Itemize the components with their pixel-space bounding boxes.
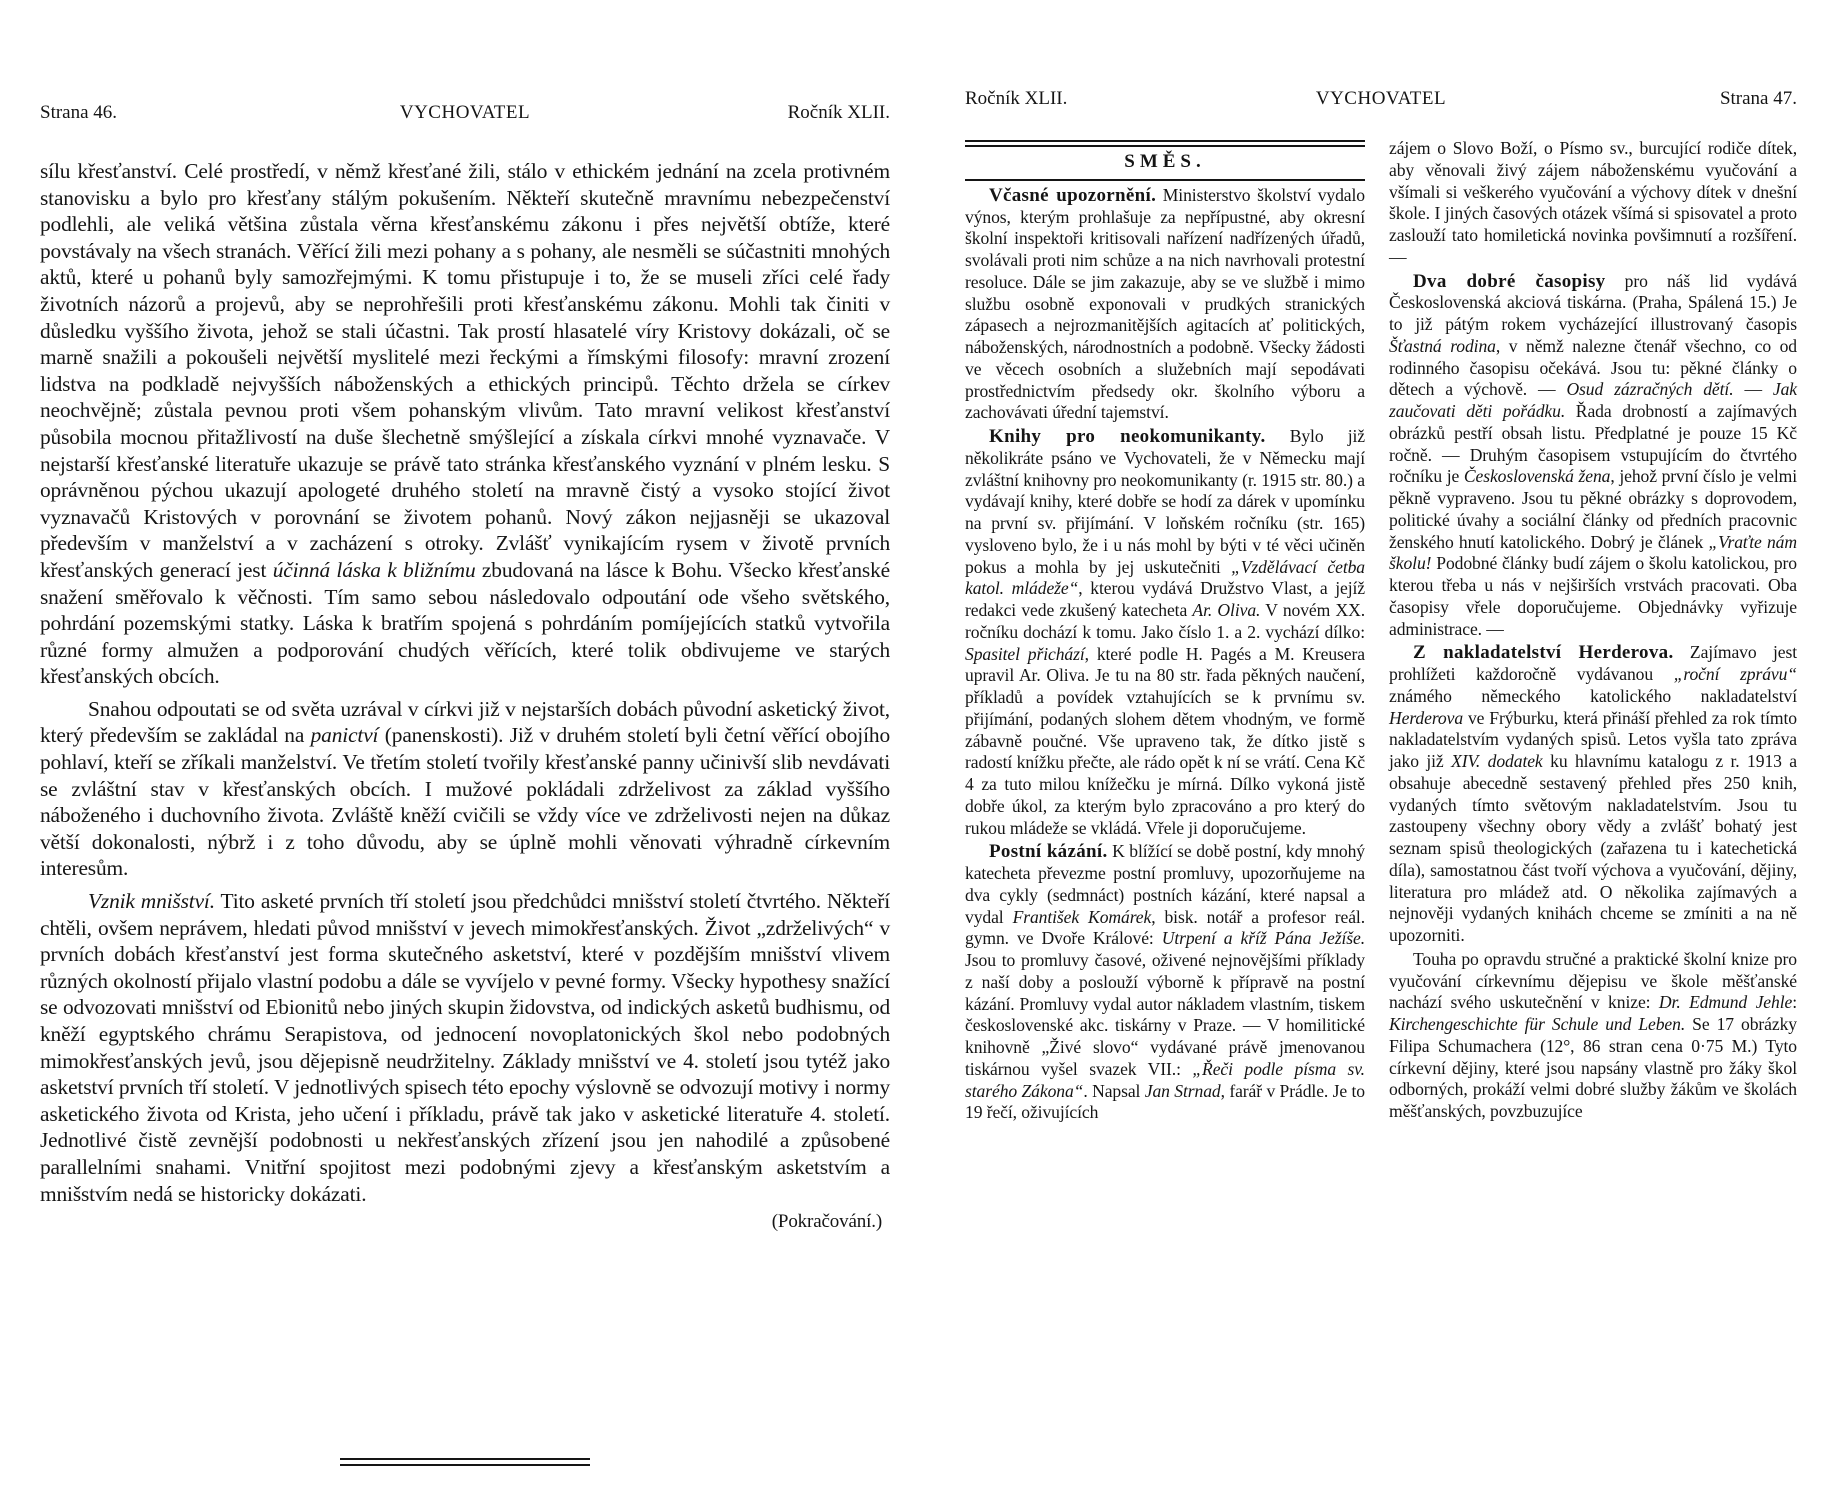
text-run: Se 17 obrázky Filipa Schumachera (12°, 86 stran cena 0·75 M.) Tyto církevní dějiny, které jsou napsány vlastně pro žáky škol odborných, prokáží velmi dobré služby žákům ve školách měšťanských, povzbuzujíce [1389, 1014, 1797, 1121]
text-run: pro náš lid vydává Československá akciová tiskárna. (Praha, Spálená 15.) Je to již pátým rokem vycházející illustrovaný časopis [1389, 270, 1797, 334]
text-run: , kterou vydává Družstvo Vlast, a jejíž redakci vede zkušený katecheta [965, 578, 1365, 620]
article-heading: Včasné upozornění. [989, 184, 1157, 206]
text-run: Jsou to promluvy časové, oživené nejnovějšími příklady z naší doby a poslouží výborně k přípravě na postní kázání. Promluvy vydal autor nákladem vlastním, tiskem československé akc. tiskárny v Praze. — V homilitické knihovně „Živé slovo“ vydávané právě jmenovanou tiskárnou vyšel svazek VII.: [965, 950, 1365, 1079]
article-books-communicants [965, 426, 1365, 839]
emphasis-text: Ar. Oliva. [1192, 600, 1261, 620]
text-run: . Napsal [1083, 1080, 1145, 1101]
emphasis-text: Herderova [1389, 707, 1464, 728]
article-early-notice [965, 185, 1365, 424]
right-running-head [965, 88, 1797, 122]
volume-label-right: Ročník XLII. [965, 88, 1068, 109]
text-run: Ministerstvo školství vydalo výnos, kterým prohlašuje za nepřípustné, aby okresní školní inspektoři kritisovali nařízení nadřízených úřadů, svolávali proti nim schůze a na nich navrhovali protestní resoluce. Dále se jim zakazuje, aby se ve službě i mimo službu osobně exponovali v prudkých stranických zápasech a nejrozmanitějších agitacích ať politických, náboženských, národnostních a podobně. Všecky žádosti ve věcech osobních a služebních mají sepodávati prostřednictvím předsedy okr. školního výboru a zachovávati úřední tajemství. [965, 184, 1365, 423]
section-rule-top [965, 140, 1365, 147]
column-left [965, 140, 1365, 1124]
paragraph-origin-monasticism [40, 888, 890, 1207]
emphasis-text: Jan Strnad [1144, 1080, 1221, 1101]
section-title: SMĚS. [1124, 151, 1206, 172]
emphasis-text: Jak zaučovati děti pořádku. [1389, 379, 1798, 421]
page-number-right: Strana 47. [1719, 88, 1797, 109]
emphasis-text: panictví [310, 723, 379, 748]
emphasis-text: Vznik mnišství. [88, 889, 215, 914]
text-run: sílu křesťanství. Celé prostředí, v němž křesťané žili, stálo v ethickém jednání na zcela protivném stanovisku a bylo pro křesťany stálým pokušením. Někteří skutečně mravnímu nebezpečenství podlehli, ale veliká většina zůstala věrna křesťanskému zákonu i přes největší obtíže, které povstávaly na všech stranách. Věřící žili mezi pohany a s pohany, ale nesměli se súčastniti mnohých aktů, které u pohanů byly samozřejmými. K tomu přistupuje i to, že se museli zříci celé řady životních názorů a projevů, aby se neprohřešili proti křesťanskému zákonu. Mohli tak činiti v důsledku vyššího života, jehož se stali účastni. Tak prostí hlasatelé víry Kristovy dokázali, oč se marně snažili a pokoušeli největší myslitelé mezi řeckými a římskými filosofy: mravní zrození lidstva na podkladě nejvyšších náboženských a ethických principů. Těchto držela se církev neochvějně; zůstala pevnou proti všem pohanským vlivům. Tato mravní velikost křesťanství působila mocnou přitažlivostí na duše šlechetně smýšlející a získala církvi mnohé vyznavače. V nejstarší křesťanské literatuře ukazuje se právě tato stránka křesťanského vyznání v plném lesku. S oprávněnou pýchou ukazují apologeté druhého století na mravně čistý a vysoko stojící život vyznavačů Kristových v porovnání se životem pohanů. Nový zákon nejjasněji se ukazoval především v manželství a v zacházení s otroky. Zvlášť vynikajícím rysem v životě prvních křesťanských generací jest [40, 159, 890, 582]
text-run: , v němž nalezne čtenář všechno, co od rodinného časopisu očekává. Jsou tu: pěkné články o dětech a výchově. — [1389, 335, 1797, 400]
emphasis-text: Utrpení a kříž Pána Ježíše. [1161, 928, 1365, 949]
emphasis-text: Československá žena [1463, 466, 1611, 487]
emphasis-text: „Vraťte nám školu! [1389, 531, 1797, 574]
journal-title-right: VYCHOVATEL [1315, 88, 1447, 109]
text-run: , jehož první číslo je velmi pěkně vypraveno. Jsou tu pěkné obrázky s doprovodem, politické úvahy a sociální články od předních pracovnic ženského hnutí katolického. Dobrý je článek [1389, 466, 1797, 552]
article-heading: Knihy pro neokomunikanty. [989, 426, 1266, 447]
text-run: Tito asketé prvních tří století jsou předchůdci mnišství století čtvrtého. Někteří chtěli, ovšem neprávem, hledati původ mnišství v jevech mimokřesťanských. Život „zdrželivých“ v prvních dobách křesťanství jest forma skutečného asketství, které v pozdějším mnišství vlivem různých okolností přijalo vlastní podobu a dále se vyvíjelo v pevné formy. Všecky hypothesy snažící se odvozovati mnišství od Ebionitů nebo jiných skupin židovstva, od indických asketů budhismu, od kněží egyptského chrámu Serapistova, od jednocení novoplatonických škol nebo podobných mimokřesťanských jevů, jsou dějepisně neudržitelny. Základy mnišství ve 4. století jsou tytéž jako asketství prvních tří století. V jednotlivých spisech této epochy výslovně se odvozují motivy i normy asketického života od Krista, jeho učení i příkladu, právě tak jako v asketické literatuře 4. století. Jednotlivé čistě zevnější podobnosti u nekřesťanských zřízení jsou jen nahodilé a způsobené parallelními snahami. Vnitřní spojitost mezi podobnými zjevy a křesťanským asketstvím a mnišstvím nedá se historicky dokázati. [40, 889, 891, 1206]
emphasis-text: Osud zázračných dětí. [1566, 379, 1734, 400]
paragraph-christian-life [40, 158, 890, 690]
emphasis-text: „Vzdělávací četba katol. mládeže“ [965, 556, 1365, 599]
text-run: známého německého katolického nakladatelství [1389, 685, 1797, 706]
article-lenten-sermons [965, 841, 1365, 1124]
text-run: V novém XX. ročníku dochází k tomu. Jako číslo 1. a 2. vychází dílko: [965, 600, 1365, 642]
left-running-head [40, 102, 890, 136]
article-church-history-book [1389, 949, 1797, 1123]
emphasis-text: Šťastná rodina [1389, 335, 1496, 356]
volume-label-left: Ročník XLII. [787, 102, 890, 123]
emphasis-text: „Řeči podle písma sv. starého Zákona“ [965, 1058, 1365, 1101]
text-run: , farář v Prádle. Je to 19 řečí, oživujících [965, 1080, 1365, 1123]
end-double-rule [340, 1458, 590, 1470]
article-sermons-continued [1389, 138, 1797, 269]
text-run: — [1733, 379, 1773, 400]
emphasis-text: XIV. dodatek [1451, 751, 1543, 771]
emphasis-text: Kirchengeschichte für Schule und Leben. [1389, 1014, 1686, 1034]
text-run: K blížící se době postní, kdy mnohý katecheta převezme postní promluvy, upozorňujeme na dva cykly (sedmnáct) postních kázání, které napsal a vydal [965, 841, 1365, 927]
text-run: ku hlavnímu katalogu z r. 1913 a obsahuje abecedně sestavený přehled přes 250 knih, vydaných tímto světovým nakladatelstvím. Jsou tu zastoupeny všechny obory vědy a zvlášť bohatý jest seznam spisů theologických (zařazena tu i katechetická díla), samostatnou část tvoří výchova a vyučování, dějiny, literatura pro mládež atd. O několika zajímavých a nejnověji vydaných knihách chceme se zmíniti a na ně upozorniti. [1389, 751, 1798, 945]
article-herder-publishing [1389, 642, 1797, 947]
article-heading: Postní kázání. [989, 841, 1108, 863]
text-run: , které podle H. Pagés a M. Kreusera upravil Ar. Oliva. Je tu na 80 str. řada pěkných naučení, příkladů a povídek vztahujících se k prvnímu sv. přijímání, podaných slohem dětem vhodným, ve formě zábavně poučné. Vše upraveno tak, že dítko jistě s radostí knížku přečte, ale rádo opět k ní se vrátí. Cena Kč 4 za tuto milou knížečku je mírná. Dílko vykoná jistě dobře úkol, za kterým bylo zpracováno a pro který do rukou mládeže se vkládá. Vřele ji doporučujeme. [965, 643, 1365, 838]
emphasis-text: František Komárek [1012, 906, 1152, 927]
text-run: : [1792, 992, 1798, 1013]
text-run: zbudovaná na lásce k Bohu. Všecko křesťanské snažení směřovalo k věčnosti. Tím samo sebou následovalo odpoutání ode všeho světského, pohrdání pozemskými statky. Láska k bratřím spojená s pohrdáním pomíjejících statků vytvořila různé formy almužen a podporování chudých věřících, které tolik obdivujeme ve starých křesťanských obcích. [40, 557, 890, 689]
column-right [1389, 138, 1797, 1123]
text-run: Bylo již několikráte psáno ve Vychovateli, že v Německu mají zvláštní knihovny pro neokomunikanty (r. 1915 str. 80.) a vydávají knihy, které dobře se hodí za dárek v upomínku na první sv. přijímání. V loňském ročníku (str. 165) vysloveno bylo, že i u nás mohl by býti v té věci učiněn pokus a mohla by jej uskutečniti [965, 426, 1365, 577]
text-run: Zajímavo jest prohlížeti každoročně vydávanou [1389, 642, 1797, 684]
text-run: Snahou odpoutati se od světa uzrával v církvi již v nejstarších dobách původní asketický život, který především se zakládal na [40, 696, 890, 748]
emphasis-text: „roční zprávu“ [1673, 664, 1797, 684]
section-rule-bottom [965, 179, 1365, 181]
article-heading: Z nakladatelství Herderova. [1413, 642, 1674, 664]
text-run: ve Frýburku, která přináší přehled za rok tímto nakladatelstvím vydaných spisů. Letos vyšla tato zpráva jako již [1389, 707, 1797, 771]
text-run: (panenskosti). Již v druhém století byli četní věřící obojího pohlaví, kteří se zříkali manželství. Ve třetím století tvořily křesťanské panny učinivší slib nevdávati se zvláštní stav v křesťanských obcích. I mužové pokládali zdrželivost za základ vyššího náboženého i duchovního života. Zvláště kněží cvičili se vždy více ve zdrželivosti nejen na důkaz větší dokonalosti, nýbrž i z toho důvodu, aby se úplně mohli věnovati výhradně církevním interesům. [40, 723, 890, 881]
text-run: , bisk. notář a profesor reál. gymn. ve Dvoře Králové: [965, 906, 1365, 949]
emphasis-text: Dr. Edmund Jehle [1658, 992, 1793, 1013]
text-run: zájem o Slovo Boží, o Písmo sv., burcující rodiče dítek, aby věnovali živý zájem náboženskému vyučování a všímali si veškerého vyučování a výchovy dítek v dnešní škole. I jiných časových otázek všímá si spisovatel a proto zaslouží tato homiletická novinka povšimnutí a rozšíření. — [1389, 138, 1797, 267]
text-run: Podobné články budí zájem o školu katolickou, pro kterou třeba u nás v nejširších vrstvách pracovati. Oba časopisy vřele doporučujeme. Objednávky vyřizuje administrace. — [1389, 553, 1797, 639]
page-number-left: Strana 46. [40, 102, 118, 123]
emphasis-text: účinná láska k bližnímu [272, 557, 476, 582]
continued-note: (Pokračování.) [771, 1211, 882, 1233]
text-run: Touha po opravdu stručné a praktické školní knize pro vyučování církevnímu dějepisu ve škole měšťanské nachází svého uskutečnění v knize: [1389, 948, 1797, 1013]
text-run: Řada drobností a zajímavých obrázků pestří obsah listu. Předplatné je pouze 15 Kč ročně. — Druhým časopisem vstupujícím do čtvrtého ročníku je [1389, 401, 1797, 487]
article-two-magazines [1389, 271, 1797, 641]
left-body-text [40, 158, 890, 1236]
journal-title-left: VYCHOVATEL [399, 102, 531, 123]
paragraph-ascetic-life [40, 696, 890, 882]
article-heading: Dva dobré časopisy [1413, 270, 1606, 292]
emphasis-text: Spasitel přichází [965, 643, 1085, 664]
